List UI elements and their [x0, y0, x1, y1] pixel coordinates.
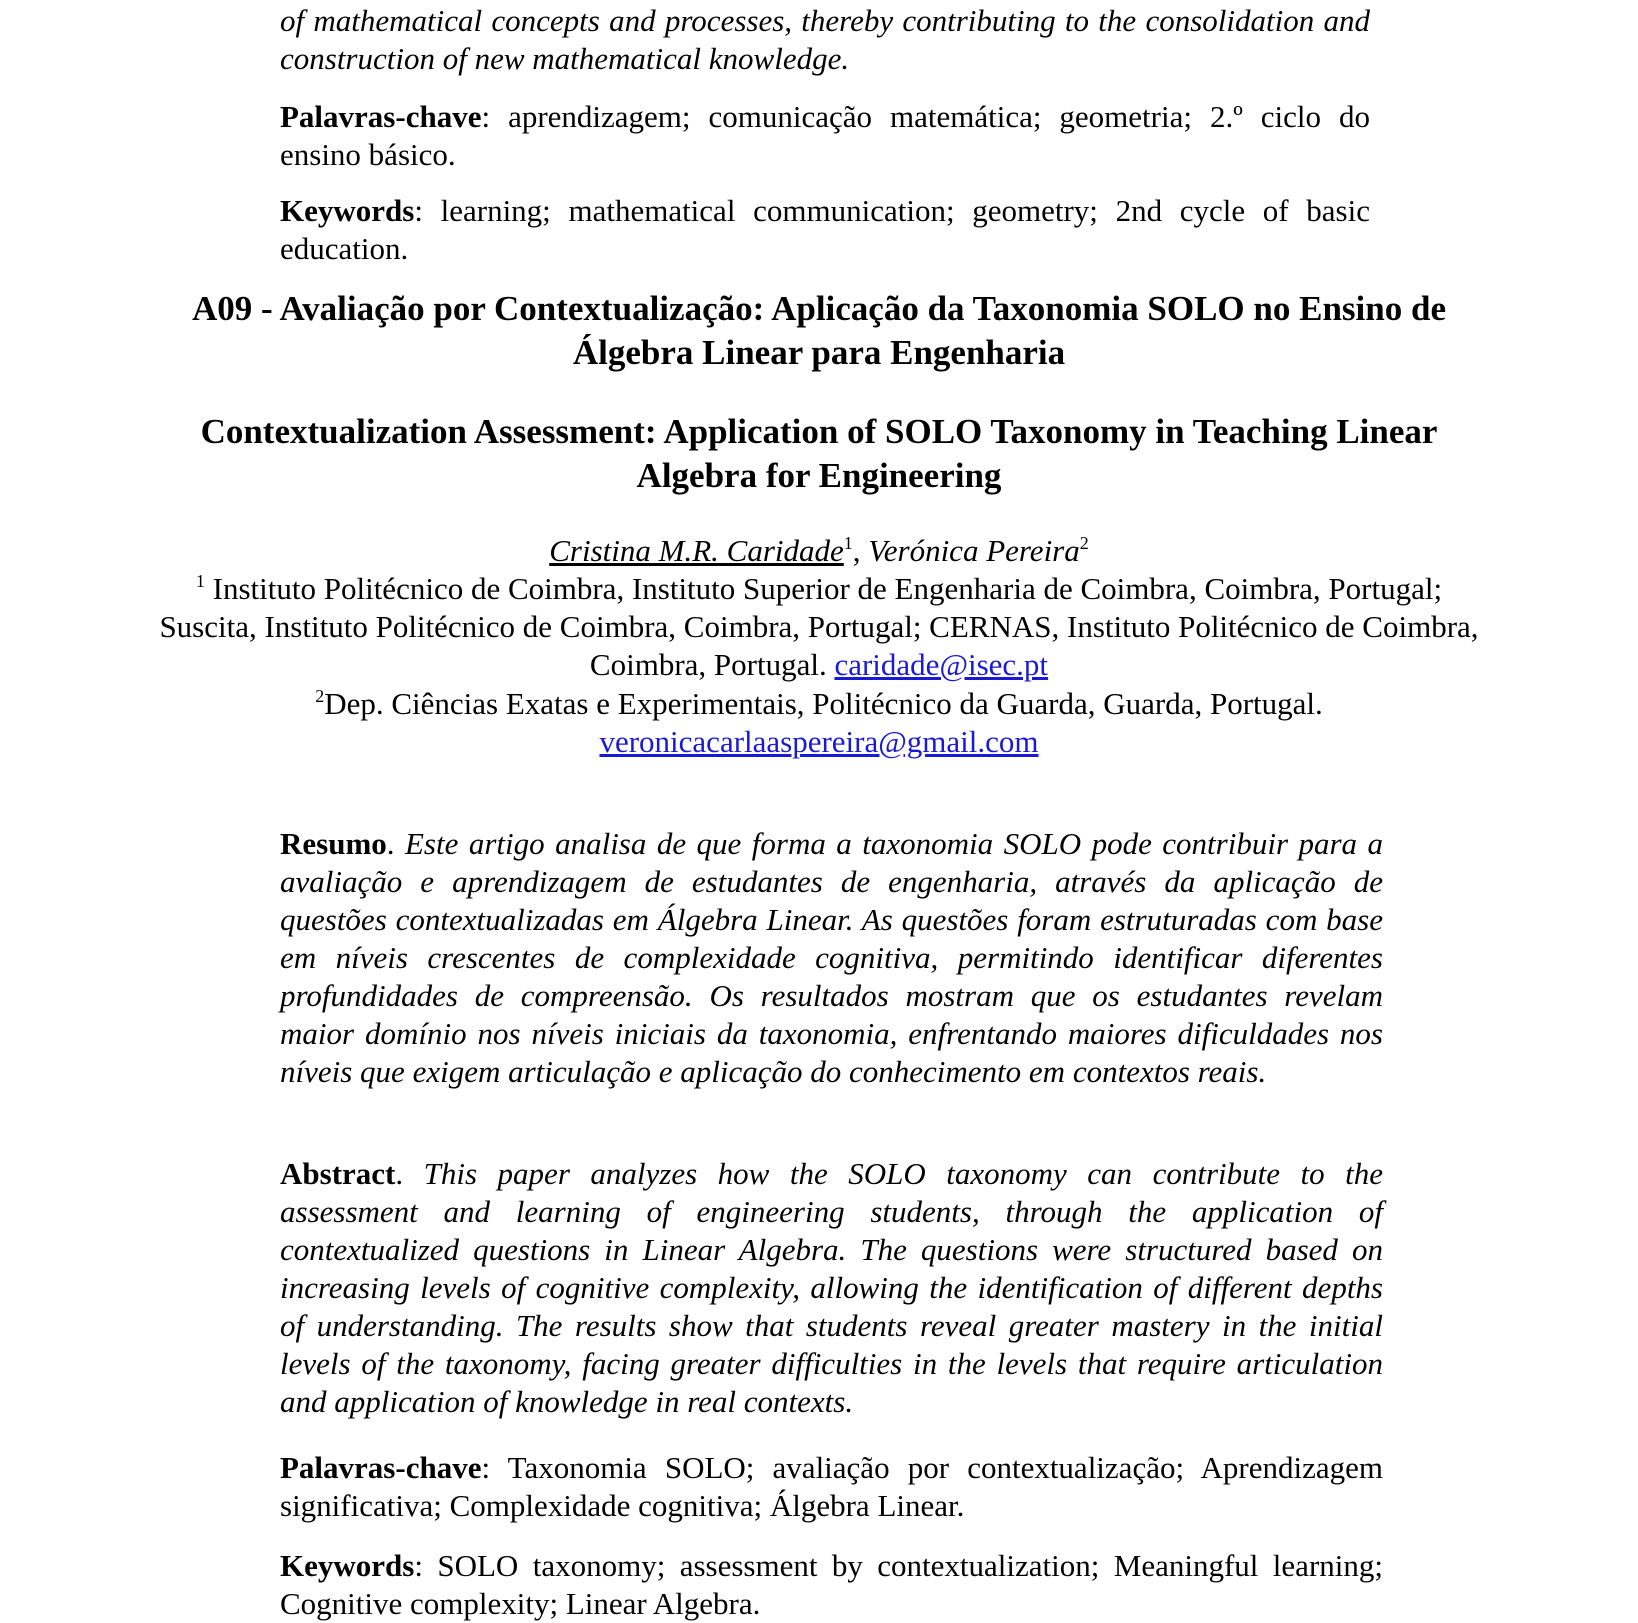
author-line [150, 532, 1488, 570]
resumo-label: Resumo [280, 826, 387, 861]
author-name: Verónica Pereira [868, 533, 1080, 568]
affiliation-1 [150, 570, 1488, 684]
author-affil-mark: 2 [1079, 533, 1089, 553]
keywords-paragraph: Keywords: SOLO taxonomy; assessment by contextualization; Meaningful learning; Cognitive complexity; Linear Algebra. [280, 1548, 1383, 1621]
paper-title-en: Contextualization Assessment: Application of SOLO Taxonomy in Teaching Linear Algebra for Engineering [200, 412, 1438, 495]
previous-palavras-chave: Palavras-chave: aprendizagem; comunicação matemática; geometria; 2.º ciclo do ensino básico. [280, 99, 1370, 172]
author-separator: , [852, 533, 869, 568]
affiliation-mark: 1 [195, 571, 205, 591]
palavras-label: Palavras-chave [280, 1450, 482, 1485]
previous-keywords-label: Keywords [280, 193, 415, 228]
author-affil-mark: 1 [843, 533, 853, 553]
affiliation-2 [150, 685, 1488, 761]
previous-abstract-text: of mathematical concepts and processes, thereby contributing to the consolidation and construction of new mathematical knowledge. [280, 3, 1370, 76]
previous-abstract-tail [280, 2, 1370, 78]
email-link[interactable]: veronicacarlaaspereira@gmail.com [599, 724, 1039, 759]
paper-title-pt: A09 - Avaliação por Contextualização: Aplicação da Taxonomia SOLO no Ensino de Álgebra Linear para Engenharia [192, 289, 1446, 372]
keywords-text: SOLO taxonomy; assessment by contextualization; Meaningful learning; Cognitive complexity; Linear Algebra. [280, 1548, 1383, 1621]
affiliation-text: Dep. Ciências Exatas e Experimentais, Politécnico da Guarda, Guarda, Portugal. [324, 686, 1323, 721]
previous-keywords-text: learning; mathematical communication; geometry; 2nd cycle of basic education. [280, 193, 1370, 266]
affiliation-mark: 2 [315, 686, 325, 706]
resumo-text: Este artigo analisa de que forma a taxonomia SOLO pode contribuir para a avaliação e aprendizagem de estudantes de engenharia, através da aplicação de questões contextualizadas em Álgebra Linear. As questões foram estruturadas com base em níveis crescentes de complexidade cognitiva, permitindo identificar diferentes profundidades de compreensão. Os resultados mostram que os estudantes revelam maior domínio nos níveis iniciais da taxonomia, enfrentando maiores dificuldades nos níveis que exigem articulação e aplicação do conhecimento em contextos reais. [280, 826, 1383, 1089]
palavras-text: Taxonomia SOLO; avaliação por contextualização; Aprendizagem significativa; Complexidade cognitiva; Álgebra Linear. [280, 1450, 1383, 1523]
previous-keywords: Keywords: learning; mathematical communication; geometry; 2nd cycle of basic education. [280, 193, 1370, 266]
author-name: Cristina M.R. Caridade [549, 533, 844, 568]
email-link[interactable]: caridade@isec.pt [834, 647, 1049, 682]
affiliation-text: Instituto Politécnico de Coimbra, Instituto Superior de Engenharia de Coimbra, Coimbra, Portugal; Suscita, Instituto Politécnico de Coimbra, Coimbra, Portugal; CERNAS, Instituto Politécnico de Coimbra, Coimbra, Portugal. [159, 571, 1479, 682]
abstract-label: Abstract [280, 1156, 396, 1191]
keywords-label: Keywords [280, 1548, 415, 1583]
previous-palavras-text: aprendizagem; comunicação matemática; geometria; 2.º ciclo do ensino básico. [280, 99, 1370, 172]
abstract-text: This paper analyzes how the SOLO taxonomy can contribute to the assessment and learning of engineering students, through the application of contextualized questions in Linear Algebra. The questions were structured based on increasing levels of cognitive complexity, allowing the identification of different depths of understanding. The results show that students reveal greater mastery in the initial levels of the taxonomy, facing greater difficulties in the levels that require articulation and application of knowledge in real contexts. [280, 1156, 1384, 1419]
palavras-chave-paragraph: Palavras-chave: Taxonomia SOLO; avaliação por contextualização; Aprendizagem significativa; Complexidade cognitiva; Álgebra Linear. [280, 1450, 1383, 1523]
previous-palavras-label: Palavras-chave [280, 99, 482, 134]
resumo-paragraph: Resumo. Este artigo analisa de que forma a taxonomia SOLO pode contribuir para a avaliação e aprendizagem de estudantes de engenharia, através da aplicação de questões contextualizadas em Álgebra Linear. As questões foram estruturadas com base em níveis crescentes de complexidade cognitiva, permitindo identificar diferentes profundidades de compreensão. Os resultados mostram que os estudantes revelam maior domínio nos níveis iniciais da taxonomia, enfrentando maiores dificuldades nos níveis que exigem articulação e aplicação do conhecimento em contextos reais. [280, 826, 1383, 1089]
abstract-paragraph: Abstract. This paper analyzes how the SOLO taxonomy can contribute to the assessment and learning of engineering students, through the application of contextualized questions in Linear Algebra. The questions were structured based on increasing levels of cognitive complexity, allowing the identification of different depths of understanding. The results show that students reveal greater mastery in the initial levels of the taxonomy, facing greater difficulties in the levels that require articulation and application of knowledge in real contexts. [280, 1156, 1384, 1419]
